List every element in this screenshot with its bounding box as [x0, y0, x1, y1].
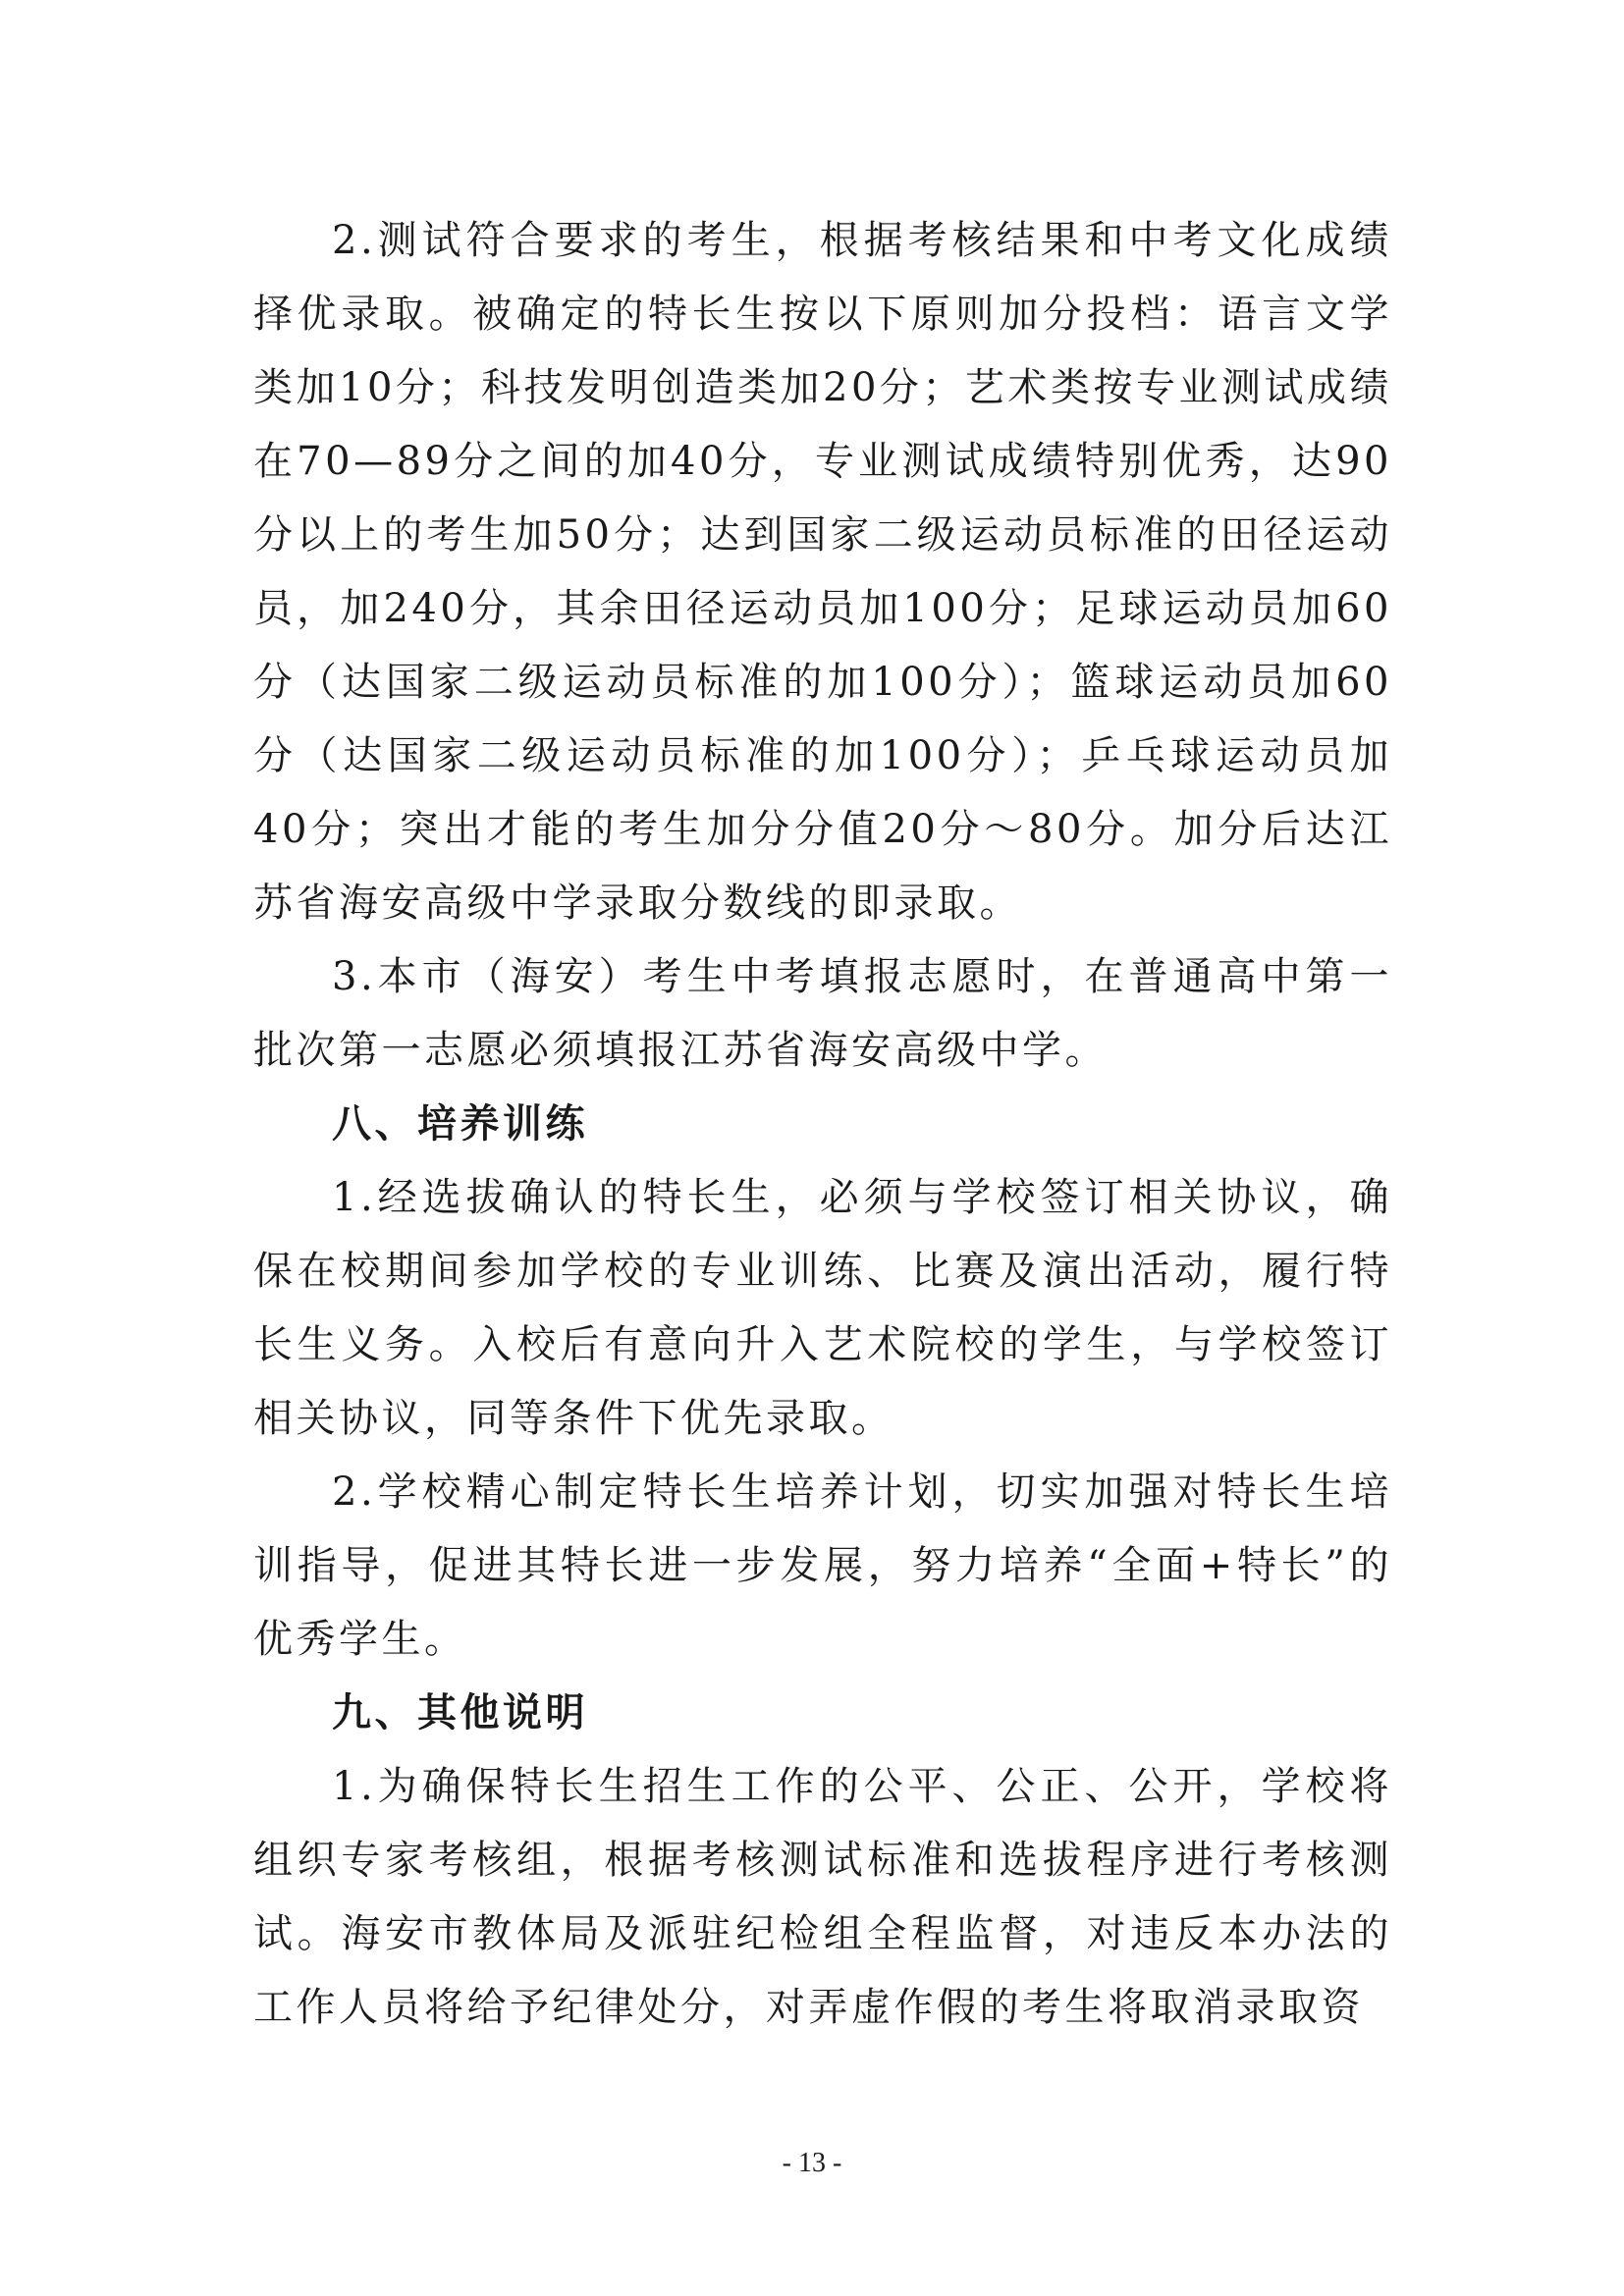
paragraph-training-agreement: 1.经选拔确认的特长生，必须与学校签订相关协议，确保在校期间参加学校的专业训练、比赛及演出活动，履行特长生义务。入校后有意向升入艺术院校的学生，与学校签订相关协议，同等条件下优先录取。	[253, 1175, 1392, 1441]
document-body	[253, 204, 1392, 2045]
paragraph-application-requirement: 3.本市（海安）考生中考填报志愿时，在普通高中第一批次第一志愿必须填报江苏省海安高级中学。	[253, 954, 1392, 1073]
paragraph-admission-scoring: 2.测试符合要求的考生，根据考核结果和中考文化成绩择优录取。被确定的特长生按以下原则加分投档：语言文学类加10分；科技发明创造类加20分；艺术类按专业测试成绩在70—89分之间的加40分，专业测试成绩特别优秀，达90分以上的考生加50分；达到国家二级运动员标准的田径运动员，加240分，其余田径运动员加100分；足球运动员加60分（达国家二级运动员标准的加100分）；篮球运动员加60分（达国家二级运动员标准的加100分）；乒乓球运动员加40分；突出才能的考生加分分值20分～80分。加分后达江苏省海安高级中学录取分数线的即录取。	[253, 218, 1392, 926]
paragraph-fairness-supervision: 1.为确保特长生招生工作的公平、公正、公开，学校将组织专家考核组，根据考核测试标准和选拔程序进行考核测试。海安市教体局及派驻纪检组全程监督，对违反本办法的工作人员将给予纪律处分，对弄虚作假的考生将取消录取资	[253, 1764, 1392, 2030]
paragraph-training-plan: 2.学校精心制定特长生培养计划，切实加强对特长生培训指导，促进其特长进一步发展，努力培养“全面+特长”的优秀学生。	[253, 1469, 1392, 1662]
section-heading-other-notes: 九、其他说明	[332, 1690, 588, 1735]
page-number: - 13 -	[782, 2148, 842, 2178]
section-heading-training: 八、培养训练	[332, 1101, 588, 1147]
